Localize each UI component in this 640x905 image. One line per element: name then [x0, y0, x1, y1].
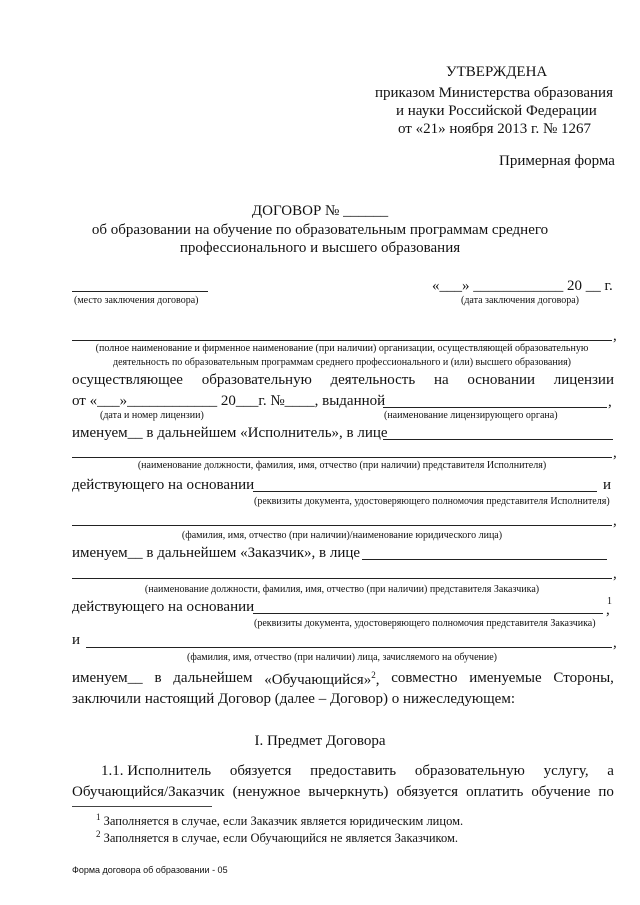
executor-rep-line-2	[72, 457, 612, 458]
executor-named: именуем__ в дальнейшем «Исполнитель», в лице	[72, 425, 388, 441]
customer-doc-caption: (реквизиты документа, удостоверяющего полномочия представителя Заказчика)	[254, 618, 596, 629]
executor-caption-2: деятельность по образовательным программам среднего профессионального и (или) высшего образования)	[112, 357, 571, 368]
executor-acting: действующего на основании	[72, 477, 255, 493]
student-name-caption: (фамилия, имя, отчество (при наличии) лица, зачисляемого на обучение)	[187, 652, 497, 663]
customer-doc-line	[253, 613, 603, 614]
contract-subtitle-1: об образовании на обучение по образовательным программам среднего	[91, 222, 549, 238]
license-org-caption: (наименование лицензирующего органа)	[384, 410, 558, 421]
student-named-line: именуем__ в дальнейшем «Обучающийся»$^2$, совместно именуемые Стороны,	[72, 670, 614, 688]
place-caption: (место заключения договора)	[74, 295, 199, 306]
section-1-title: I. Предмет Договора	[254, 733, 386, 749]
license-org-line	[383, 407, 607, 408]
customer-rep-line-2	[72, 578, 612, 579]
approval-title: УТВЕРЖДЕНА	[446, 64, 548, 80]
license-from: от «___»____________ 20___г. №____, выданной	[72, 393, 386, 409]
concluded-line: заключили настоящий Договор (далее – Договор) о нижеследующем:	[72, 691, 515, 707]
license-line: осуществляющее образовательную деятельность на основании лицензии	[72, 372, 614, 388]
customer-rep-line-1	[362, 559, 607, 560]
executor-doc-caption: (реквизиты документа, удостоверяющего полномочия представителя Исполнителя)	[254, 496, 610, 507]
student-name-line	[86, 647, 612, 648]
date-caption: (дата заключения договора)	[461, 295, 579, 306]
executor-caption-1: (полное наименование и фирменное наименование (при наличии) организации, осуществляющей образовательную	[95, 343, 589, 354]
approval-line-1: приказом Министерства образования	[375, 85, 613, 101]
approval-line-3: от «21» ноября 2013 г. № 1267	[398, 121, 592, 137]
footnote-separator	[72, 806, 212, 807]
footnote-mark-1: 1	[607, 596, 612, 607]
executor-name-line	[72, 340, 612, 341]
customer-name-line	[72, 525, 612, 526]
place-line	[72, 291, 208, 292]
student-and: и	[72, 632, 81, 648]
customer-named: именуем__ в дальнейшем «Заказчик», в лице	[72, 545, 361, 561]
section-1-paragraph-line-2: Обучающийся/Заказчик (ненужное вычеркнуть) обязуется оплатить обучение по	[72, 784, 614, 800]
executor-rep-line-1	[383, 439, 613, 440]
license-date-caption: (дата и номер лицензии)	[100, 410, 204, 421]
customer-name-caption: (фамилия, имя, отчество (при наличии)/наименование юридического лица)	[181, 530, 503, 541]
section-1-paragraph-line-1: 1.1. Исполнитель обязуется предоставить образовательную услугу, а	[101, 763, 614, 779]
contract-date-field: «___» ____________ 20 __ г.	[432, 278, 613, 294]
executor-and: и	[603, 477, 612, 493]
approval-line-2: и науки Российской Федерации	[396, 103, 597, 119]
executor-doc-line	[253, 491, 597, 492]
footnote-1: $^1$ Заполняется в случае, если Заказчик является юридическим лицом.	[96, 812, 464, 829]
executor-rep-caption: (наименование должности, фамилия, имя, отчество (при наличии) представителя Исполнителя)	[137, 460, 547, 471]
customer-rep-caption: (наименование должности, фамилия, имя, отчество (при наличии) представителя Заказчика)	[144, 584, 540, 595]
contract-title: ДОГОВОР № ______	[251, 203, 389, 219]
form-type-label: Примерная форма	[499, 153, 615, 169]
customer-acting: действующего на основании	[72, 599, 255, 615]
footnote-2: $^2$ Заполняется в случае, если Обучающийся не является Заказчиком.	[96, 829, 459, 846]
page-footer: Форма договора об образовании - 05	[72, 865, 228, 875]
contract-subtitle-2: профессионального и высшего образования	[179, 240, 461, 256]
